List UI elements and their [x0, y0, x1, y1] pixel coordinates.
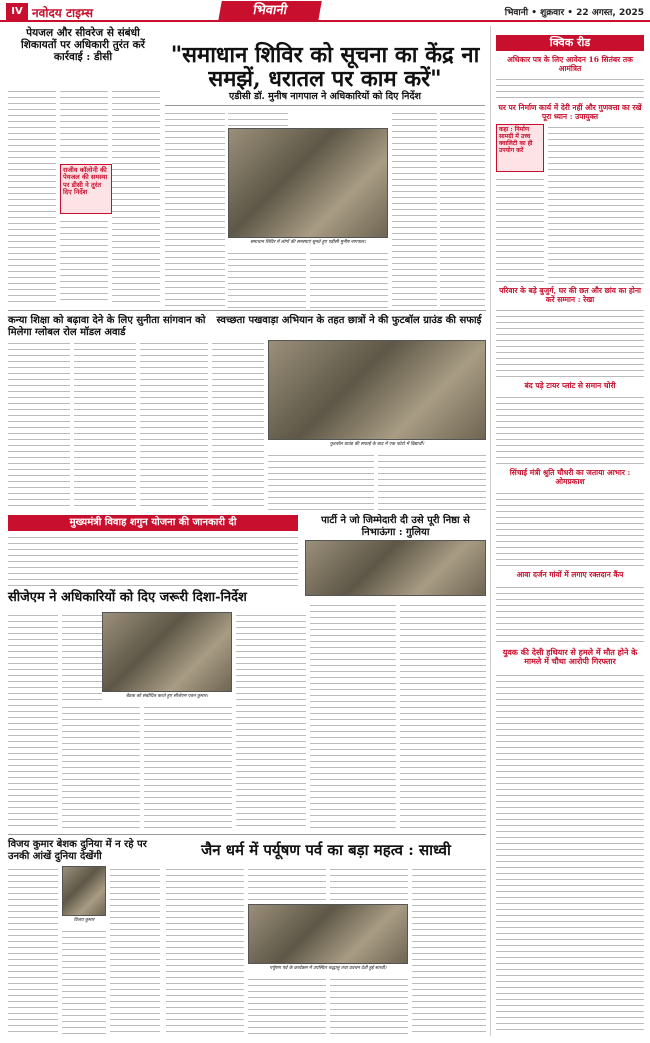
story1-body [60, 218, 108, 303]
story7-photo [248, 904, 408, 964]
story3-photo [268, 340, 486, 440]
story7-caption: पर्यूषण पर्व के कार्यक्रम में उपस्थित श्रद्धालु तथा प्रवचन देती हुई साध्वी। [269, 966, 387, 971]
quick-read-title: क्विक रीड [496, 35, 644, 51]
quick-read-h2: घर पर निर्माण कार्य में देरी नहीं और गुणवत्ता का रखें पूरा ध्यान : उपायुक्त [498, 103, 642, 121]
story7-body [248, 866, 326, 902]
quick-read-h1: अधिकार पत्र के लिए आवेदन 16 सितंबर तक आमंत्रित [507, 55, 633, 73]
story2-body [8, 340, 70, 510]
story5-headline [8, 591, 308, 606]
story1-headline: पेयजल और सीवरेज से संबंधी शिकायतों पर अधिकारी तुरंत करें कार्रवाई : डीसी [21, 27, 145, 64]
page-number: IV [6, 3, 28, 20]
story5-body [236, 612, 306, 828]
story7-body [248, 976, 326, 1036]
story7-body [330, 976, 408, 1036]
masthead [0, 0, 650, 22]
story5-body [8, 612, 58, 828]
quick-read-body [548, 124, 644, 284]
story4-body [400, 602, 486, 828]
divider [165, 105, 485, 106]
story1-body [8, 88, 56, 303]
main-body [392, 110, 437, 308]
band-body [8, 534, 298, 586]
story3-body [212, 340, 264, 510]
main-body [310, 250, 388, 308]
story4-body [310, 602, 396, 828]
story5-photo [102, 612, 232, 692]
main-photo-caption: समाधान शिविर में लोगों की समस्याएं सुनते हुए एडीसी मुनीष नागपाल। [250, 240, 366, 245]
story1-pullquote [60, 164, 112, 214]
quick-read-body [496, 76, 644, 102]
quick-read-body [496, 672, 644, 1032]
band-title: मुख्यमंत्री विवाह शगुन योजना की जानकारी दी [8, 515, 298, 531]
main-body [228, 250, 306, 308]
story4-photo [305, 540, 486, 596]
story6-body [8, 866, 58, 1036]
story3-body [268, 452, 374, 510]
story6-photo [62, 866, 106, 916]
divider [8, 310, 486, 311]
story7-body [412, 866, 486, 1036]
quick-read-body [496, 394, 644, 466]
quick-read-body [496, 307, 644, 379]
story6-headline: विजय कुमार बेशक दुनिया में न रहे पर उनकी आंखें दुनिया देखेंगी [8, 839, 147, 862]
main-body [165, 110, 225, 308]
story4-headline: पार्टी ने जो जिम्मेदारी दी उसे पूरी निष्ठा से निभाऊंगा : गुलिया [321, 515, 470, 538]
story5-body [62, 704, 140, 828]
story2-headline: कन्या शिक्षा को बढ़ावा देने के लिए सुनीता सांगवान को मिलेगा ग्लोबल रोल मॉडल अवार्ड [8, 315, 206, 338]
story5-headline-text: सीजेएम ने अधिकारियों को दिए जरूरी दिशा-निर्देश [8, 590, 247, 605]
story2-body [140, 340, 208, 510]
pullquote-text: राजीव कॉलोनी की पेयजल की समस्या पर डीसी ने तुरंत दिए निर्देश [63, 166, 108, 197]
story1-body [60, 88, 108, 163]
dateline: भिवानी • शुक्रवार • 22 अगस्त, 2025 [504, 8, 644, 18]
story7-body [330, 866, 408, 902]
quick-read-h6: आवा दर्जन गांवों में लगाए रक्तदान कैंप [516, 570, 624, 579]
main-photo [228, 128, 388, 238]
quick-read-h5: सिंचाई मंत्री श्रुति चौधरी का जताया आभार : ओमप्रकाश [509, 468, 631, 486]
main-body [440, 110, 485, 308]
story5-caption: बैठक को संबोधित करते हुए सीजेएम पवन कुमार। [125, 694, 209, 699]
story3-caption: फुटबॉल ग्राउंड की सफाई के बाद में एक फोटो में विद्यार्थी। [329, 442, 425, 447]
story7-body [166, 866, 244, 1036]
story6-body [62, 928, 106, 1036]
quick-read-h7: युवक की देसी हथियार से हमले में मौत होने के मामले में चौथा आरोपी गिरफ्तार [502, 647, 638, 667]
story7-headline: जैन धर्म में पर्यूषण पर्व का बड़ा महत्व : साध्वी [201, 841, 451, 859]
story1-body [112, 88, 160, 303]
quick-read-body [496, 584, 644, 644]
quick-read-pull-text: कहा : निर्माण सामग्री में उच्च क्वालिटी का ही उपयोग करें [499, 126, 533, 154]
story6-caption: विजय कुमार [73, 918, 95, 923]
story5-body [144, 704, 232, 828]
story3-body [378, 452, 486, 510]
quick-read-body [496, 490, 644, 568]
story6-body [110, 866, 160, 1036]
divider [8, 834, 486, 835]
quick-read-h3: परिवार के बड़े बुजुर्ग, घर की छत और छांव का होना करें सम्मान : रेखा [499, 286, 641, 304]
brand-name: नवोदय टाइम्स [32, 6, 94, 20]
story3-headline: स्वच्छता पखवाड़ा अभियान के तहत छात्रों ने की फुटबॉल ग्राउंड की सफाई [216, 315, 482, 326]
main-headline: "समाधान शिविर को सूचना का केंद्र ना समझें, धरातल पर काम करें" [170, 42, 480, 92]
quick-read-body [496, 176, 544, 284]
quick-read-pull [496, 124, 544, 172]
quick-read-h4: बंद पड़े टायर प्लांट से समान चोरी [524, 381, 616, 390]
main-body [228, 110, 288, 128]
main-deck: एडीसी डॉ. मुनीष नागपाल ने अधिकारियों को दिए निर्देश [229, 91, 421, 102]
column-rule [490, 26, 491, 1036]
city-header: भिवानी [218, 1, 322, 21]
story2-body [74, 340, 136, 510]
